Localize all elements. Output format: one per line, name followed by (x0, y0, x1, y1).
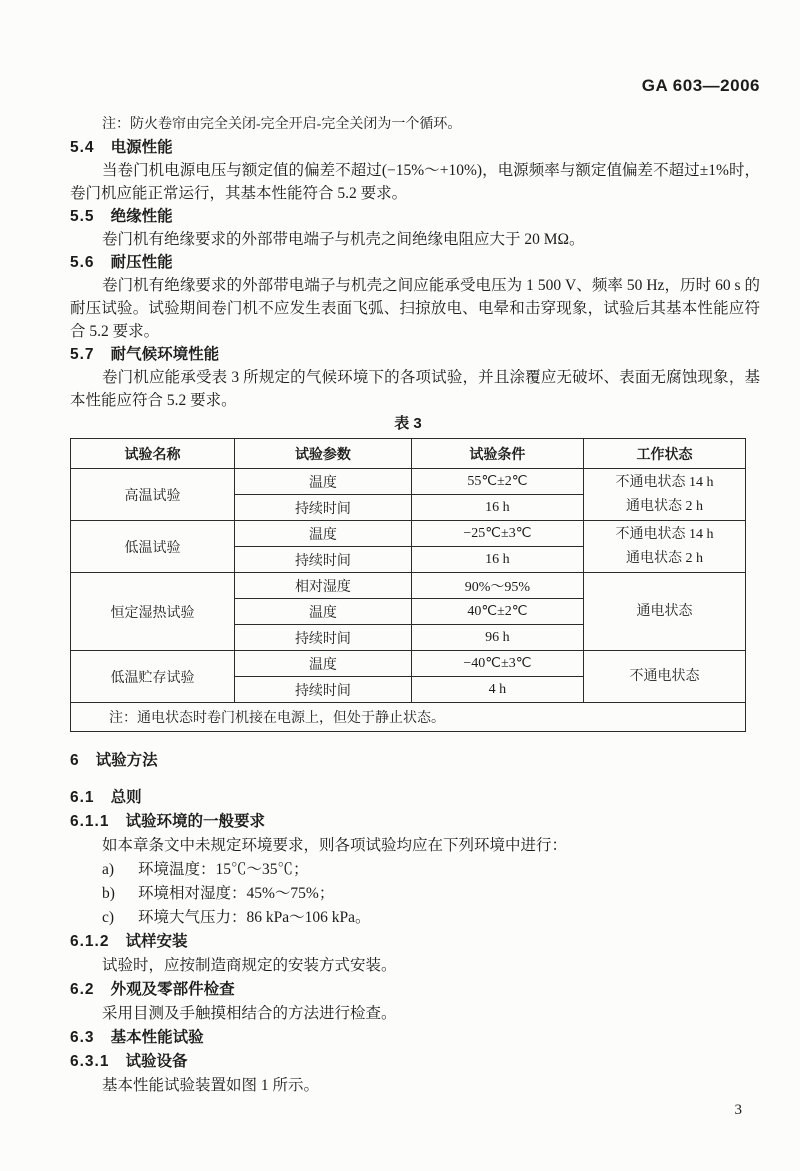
heading-5-7-title: 耐气候环境性能 (110, 346, 220, 363)
heading-5-6-title: 耐压性能 (110, 254, 173, 271)
state-cell (583, 469, 745, 521)
heading-6-1-1-title: 试验环境的一般要求 (125, 813, 265, 830)
state-line: 通电状态 2 h (625, 498, 703, 514)
heading-5-7-number: 5.7 (70, 346, 95, 363)
heading-6-2-title: 外观及零部件检查 (110, 981, 235, 998)
heading-6 (70, 749, 760, 773)
page-content (70, 74, 760, 1098)
section-5-block (70, 113, 760, 412)
condition-cell: 96 h (411, 625, 583, 651)
state-cell (583, 521, 745, 573)
paragraph-6-2: 采用目测及手触摸相结合的方法进行检查。 (102, 1005, 397, 1022)
table-row (71, 651, 746, 677)
heading-6-1 (70, 786, 760, 810)
state-line: 通电状态 (636, 603, 693, 619)
column-header-test-name: 试验名称 (71, 439, 235, 469)
paragraph-5-6: 卷门机有绝缘要求的外部带电端子与机壳之间应能承受电压为 1 500 V、频率 50 Hz，历时 60 s 的耐压试验。试验期间卷门机不应发生表面飞弧、扫掠放电、电晕和击穿现象，试验后其基本性能应符合 5.2 要求。 (70, 277, 760, 340)
test-name-cell: 恒定湿热试验 (71, 573, 235, 651)
heading-6-2-number: 6.2 (70, 981, 95, 998)
condition-cell: −25℃±3℃ (411, 521, 583, 547)
paragraph-6-1-1: 如本章条文中未规定环境要求，则各项试验均应在下列环境中进行： (102, 837, 568, 854)
param-cell: 持续时间 (235, 547, 412, 573)
heading-6-title: 试验方法 (95, 752, 158, 769)
list-item-c-text: 环境大气压力：86 kPa～106 kPa。 (138, 909, 371, 926)
list-item-c-label: c) (102, 909, 115, 926)
table-row (71, 573, 746, 599)
condition-cell: 16 h (411, 495, 583, 521)
heading-5-5-number: 5.5 (70, 208, 95, 225)
table-row (71, 521, 746, 547)
standard-code-header: GA 603—2006 (641, 76, 760, 95)
list-item-c (70, 906, 760, 930)
section-6-block (70, 749, 760, 1098)
paragraph-6-3-1: 基本性能试验装置如图 1 所示。 (102, 1077, 320, 1094)
param-cell: 温度 (235, 469, 412, 495)
column-header-test-condition: 试验条件 (411, 439, 583, 469)
state-cell (583, 651, 745, 703)
state-line: 不通电状态 14 h (615, 474, 714, 490)
heading-6-1-title: 总则 (110, 789, 142, 806)
paragraph-6-1-2: 试验时，应按制造商规定的安装方式安装。 (102, 957, 397, 974)
list-item-a (70, 858, 760, 882)
paragraph-5-4: 当卷门机电源电压与额定值的偏差不超过(−15%～+10%)，电源频率与额定值偏差不超过±1%时，卷门机应能正常运行，其基本性能符合 5.2 要求。 (70, 162, 760, 202)
param-cell: 温度 (235, 521, 412, 547)
param-cell: 温度 (235, 651, 412, 677)
table-note: 注：通电状态时卷门机接在电源上，但处于静止状态。 (71, 703, 746, 732)
state-cell (583, 573, 745, 651)
page-number: 3 (734, 1102, 742, 1118)
paragraph-5-7: 卷门机应能承受表 3 所规定的气候环境下的各项试验，并且涂覆应无破坏、表面无腐蚀现象，基本性能应符合 5.2 要求。 (70, 369, 760, 409)
condition-cell: 90%～95% (411, 573, 583, 599)
table-header-row (71, 439, 746, 469)
table-row (71, 469, 746, 495)
heading-5-4 (70, 136, 760, 159)
heading-5-7 (70, 343, 760, 366)
condition-cell: −40℃±3℃ (411, 651, 583, 677)
param-cell: 相对湿度 (235, 573, 412, 599)
condition-cell: 16 h (411, 547, 583, 573)
condition-cell: 4 h (411, 677, 583, 703)
heading-6-3-1 (70, 1050, 760, 1074)
heading-6-1-2-title: 试样安装 (125, 933, 188, 950)
heading-6-3-1-number: 6.3.1 (70, 1053, 110, 1070)
condition-cell: 55℃±2℃ (411, 469, 583, 495)
heading-6-1-2 (70, 930, 760, 954)
heading-5-6 (70, 251, 760, 274)
param-cell: 持续时间 (235, 495, 412, 521)
heading-6-2 (70, 978, 760, 1002)
list-item-a-label: a) (102, 861, 115, 878)
param-cell: 持续时间 (235, 677, 412, 703)
heading-5-6-number: 5.6 (70, 254, 95, 271)
param-cell: 持续时间 (235, 625, 412, 651)
note-cycle: 注：防火卷帘由完全关闭-完全开启-完全关闭为一个循环。 (102, 117, 462, 132)
heading-6-1-1 (70, 810, 760, 834)
heading-6-1-number: 6.1 (70, 789, 95, 806)
heading-5-5-title: 绝缘性能 (110, 208, 173, 225)
heading-5-5 (70, 205, 760, 228)
column-header-test-parameter: 试验参数 (235, 439, 412, 469)
list-item-b-label: b) (102, 885, 115, 902)
table-3 (70, 438, 746, 732)
heading-5-4-number: 5.4 (70, 139, 95, 156)
list-item-a-text: 环境温度：15℃～35℃； (138, 861, 309, 878)
param-cell: 温度 (235, 599, 412, 625)
table-note-row (71, 703, 746, 732)
state-line: 通电状态 2 h (625, 550, 703, 566)
heading-6-3-number: 6.3 (70, 1029, 95, 1046)
heading-6-3 (70, 1026, 760, 1050)
state-line: 不通电状态 14 h (615, 526, 714, 542)
heading-6-number: 6 (70, 752, 80, 769)
heading-6-1-1-number: 6.1.1 (70, 813, 110, 830)
table-3-caption: 表 3 (394, 415, 422, 432)
heading-6-3-title: 基本性能试验 (110, 1029, 204, 1046)
test-name-cell: 低温贮存试验 (71, 651, 235, 703)
condition-cell: 40℃±2℃ (411, 599, 583, 625)
heading-6-1-2-number: 6.1.2 (70, 933, 110, 950)
heading-6-3-1-title: 试验设备 (125, 1053, 188, 1070)
column-header-working-state: 工作状态 (583, 439, 745, 469)
test-name-cell: 高温试验 (71, 469, 235, 521)
list-item-b (70, 882, 760, 906)
paragraph-5-5: 卷门机有绝缘要求的外部带电端子与机壳之间绝缘电阻应大于 20 MΩ。 (102, 231, 585, 248)
test-name-cell: 低温试验 (71, 521, 235, 573)
list-item-b-text: 环境相对湿度：45%～75%； (138, 885, 335, 902)
state-line: 不通电状态 (629, 668, 700, 684)
heading-5-4-title: 电源性能 (110, 139, 173, 156)
